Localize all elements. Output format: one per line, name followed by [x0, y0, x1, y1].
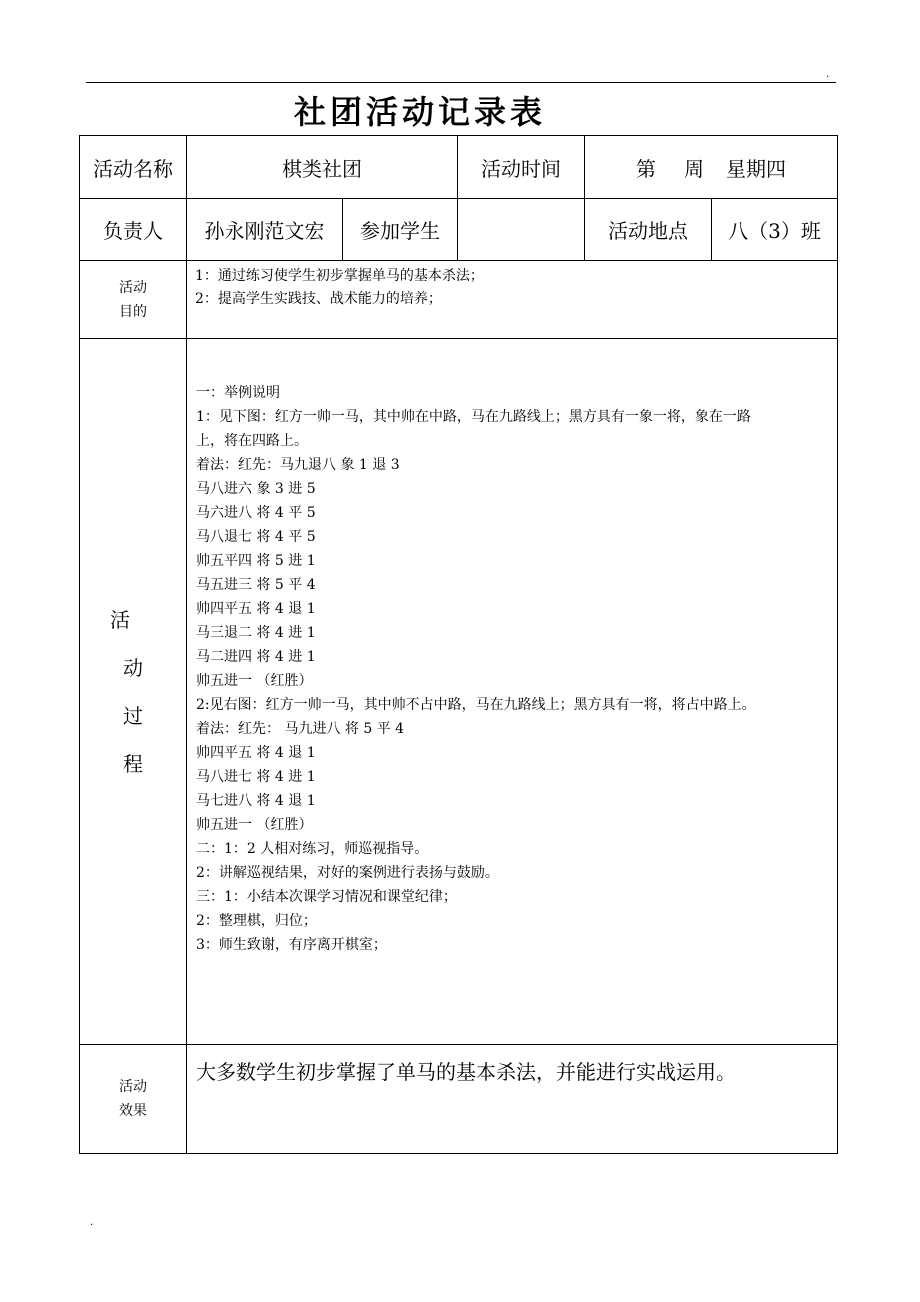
process-line: 马二进四 将 4 进 1 — [196, 649, 316, 665]
process-line: 马八退七 将 4 平 5 — [196, 529, 316, 545]
activity-time-label: 活动时间 — [458, 136, 585, 199]
process-label-char: 过 — [123, 703, 143, 728]
process-line: 2:见右图：红方一帅一马，其中帅不占中路，马在九路线上；黑方具有一将，将占中路上。 — [196, 697, 756, 713]
process-line: 2：整理棋，归位； — [196, 913, 317, 929]
students-value — [458, 199, 585, 261]
effect-label-line1: 活动 — [119, 1079, 147, 1095]
process-line: 马七进八 将 4 退 1 — [196, 793, 316, 809]
process-line: 2：讲解巡视结果，对好的案例进行表扬与鼓励。 — [196, 865, 499, 881]
table-row-leader-place — [80, 199, 838, 261]
process-line: 帅五进一 （红胜） — [196, 817, 313, 833]
process-label-char: 活 — [110, 607, 130, 632]
activity-name-value: 棋类社团 — [187, 136, 458, 199]
header-rule — [86, 82, 836, 83]
table-row-purpose — [80, 261, 838, 339]
process-line: 一：举例说明 — [196, 385, 280, 401]
time-week-suffix: 周 — [684, 156, 704, 181]
time-week-prefix: 第 — [636, 156, 656, 181]
process-line: 3：师生致谢，有序离开棋室； — [196, 937, 387, 953]
activity-record-table — [79, 135, 838, 1154]
place-label: 活动地点 — [585, 199, 712, 261]
process-line: 马六进八 将 4 平 5 — [196, 505, 316, 521]
purpose-label-line1: 活动 — [119, 279, 147, 296]
time-day: 星期四 — [726, 156, 786, 181]
process-line: 1：见下图：红方一帅一马，其中帅在中路，马在九路线上；黑方具有一象一将，象在一路 — [196, 409, 751, 425]
activity-name-label: 活动名称 — [80, 136, 187, 199]
students-label: 参加学生 — [343, 199, 458, 261]
document-title: 社团活动记录表 — [293, 93, 546, 131]
process-label-char: 动 — [123, 655, 143, 680]
purpose-label-line2: 目的 — [119, 303, 147, 320]
process-label-char: 程 — [123, 751, 143, 776]
leader-label: 负责人 — [80, 199, 187, 261]
process-line: 着法：红先：马九退八 象 1 退 3 — [196, 457, 400, 473]
table-row-process — [80, 339, 838, 1045]
process-line: 马五进三 将 5 平 4 — [196, 577, 316, 593]
leader-value: 孙永刚范文宏 — [187, 199, 343, 261]
effect-label — [80, 1045, 187, 1154]
process-content — [187, 339, 838, 1045]
process-line: 上，将在四路上。 — [196, 433, 308, 449]
table-row-name-time — [80, 136, 838, 199]
activity-time-value — [585, 136, 838, 199]
process-line: 三：1：小结本次课学习情况和课堂纪律； — [196, 889, 457, 905]
process-line: 马三退二 将 4 进 1 — [196, 625, 316, 641]
process-line: 马八进七 将 4 进 1 — [196, 769, 316, 785]
process-line: 二：1：2 人相对练习，师巡视指导。 — [196, 841, 429, 857]
table-row-effect — [80, 1045, 838, 1154]
purpose-line: 2：提高学生实践技、战术能力的培养； — [195, 291, 442, 307]
process-line: 帅五平四 将 5 进 1 — [196, 553, 316, 569]
page-mark-top: . — [826, 69, 830, 80]
purpose-line: 1：通过练习使学生初步掌握单马的基本杀法； — [195, 268, 484, 284]
place-value: 八（3）班 — [712, 199, 838, 261]
process-line: 着法：红先： 马九进八 将 5 平 4 — [196, 721, 405, 737]
effect-label-line2: 效果 — [119, 1103, 147, 1119]
process-line: 马八进六 象 3 进 5 — [196, 481, 316, 497]
process-label — [80, 339, 187, 1045]
process-line: 帅四平五 将 4 退 1 — [196, 601, 316, 617]
purpose-content — [187, 261, 838, 339]
process-line: 帅四平五 将 4 退 1 — [196, 745, 316, 761]
page-mark-bottom: . — [90, 1217, 94, 1228]
process-line: 帅五进一 （红胜） — [196, 673, 313, 689]
purpose-label — [80, 261, 187, 339]
effect-content: 大多数学生初步掌握了单马的基本杀法，并能进行实战运用。 — [187, 1045, 838, 1154]
